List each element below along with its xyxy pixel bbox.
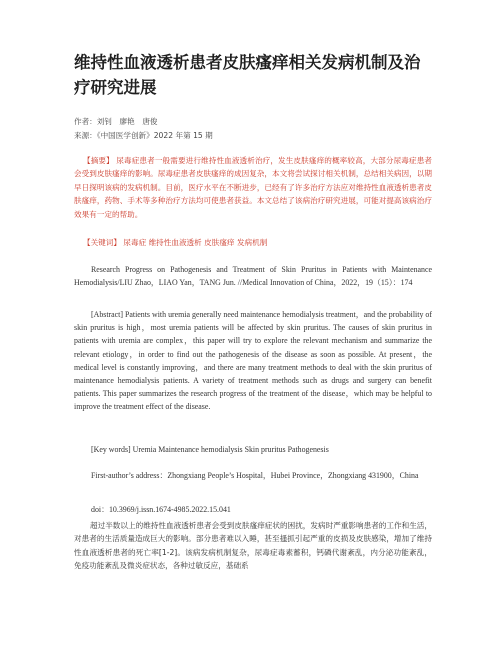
english-keywords: [Key words] Uremia Maintenance hemodialysis Skin pruritus Pathogenesis [91, 445, 329, 454]
author-address: First-author’s address：Zhongxiang People’s Hospital，Hubei Province，Zhongxiang 431900，China [91, 471, 419, 480]
body-paragraph: 超过半数以上的维持性血液透析患者会受到皮肤瘙痒症状的困扰，发病时严重影响患者的工作和生活，对患者的生活质量造成巨大的影响。部分患者难以入睡，甚至搔抓引起严重的皮损及皮肤感染，增加了维持性血液透析患者的死亡率[1-2]。该病发病机制复杂，尿毒症毒素蓄积，钙磷代谢紊乱，内分泌功能紊乱，免疫功能紊乱及微炎症状态，各种过敏反应，基础系 [74, 521, 432, 571]
english-abstract: [Abstract] Patients with uremia generally need maintenance hemodialysis treatment，and the probability of skin pruritus is high，most uremia patients will be affected by skin pruritus. The causes of skin pruritus in patients with uremia are complex，this paper will try to explore the relevant mechanism and summarize the relevant etiology，in order to find out the pathogenesis of the disease as soon as possible. At present，the medical level is constantly improving，and there are many treatment methods to deal with the skin pruritus of maintenance hemodialysis patients. A variety of treatment methods such as drugs and surgery can benefit patients. This paper summarizes the research progress of the treatment of the disease，which may be helpful to improve the treatment effect of the disease. [74, 310, 432, 412]
article-title: 维持性血液透析患者皮肤瘙痒相关发病机制及治疗研究进展 [74, 53, 421, 97]
english-reference: Research Progress on Pathogenesis and Treatment of Skin Pruritus in Patients with Maintenance Hemodialysis/LIU Zhao，LIAO Yan，TANG Jun. //Medical Innovation of China，2022，19（15）：174 [74, 265, 432, 288]
source-line: 来源：《中国医学创新》2022 年第 15 期 [74, 131, 213, 140]
chinese-abstract: 【摘要】 尿毒症患者一般需要进行维持性血液透析治疗，发生皮肤瘙痒的概率较高，大部分尿毒症患者会受到皮肤瘙痒的影响。尿毒症患者皮肤瘙痒的成因复杂，本文将尝试探讨相关机制，总结相关病因，以期早日探明该病的发病机制。目前，医疗水平在不断进步，已经有了许多治疗方法应对维持性血液透析患者皮肤瘙痒，药物、手术等多种治疗方法均可使患者获益。本文总结了该病治疗研究进展，可能对提高该病治疗效果有一定的帮助。 [74, 156, 432, 219]
doi-line: doi：10.3969/j.issn.1674-4985.2022.15.041 [91, 505, 231, 514]
chinese-keywords: 【关键词】 尿毒症 维持性血液透析 皮肤瘙痒 发病机制 [83, 238, 268, 247]
authors-line: 作者：刘钊 廖艳 唐俊 [74, 117, 158, 126]
